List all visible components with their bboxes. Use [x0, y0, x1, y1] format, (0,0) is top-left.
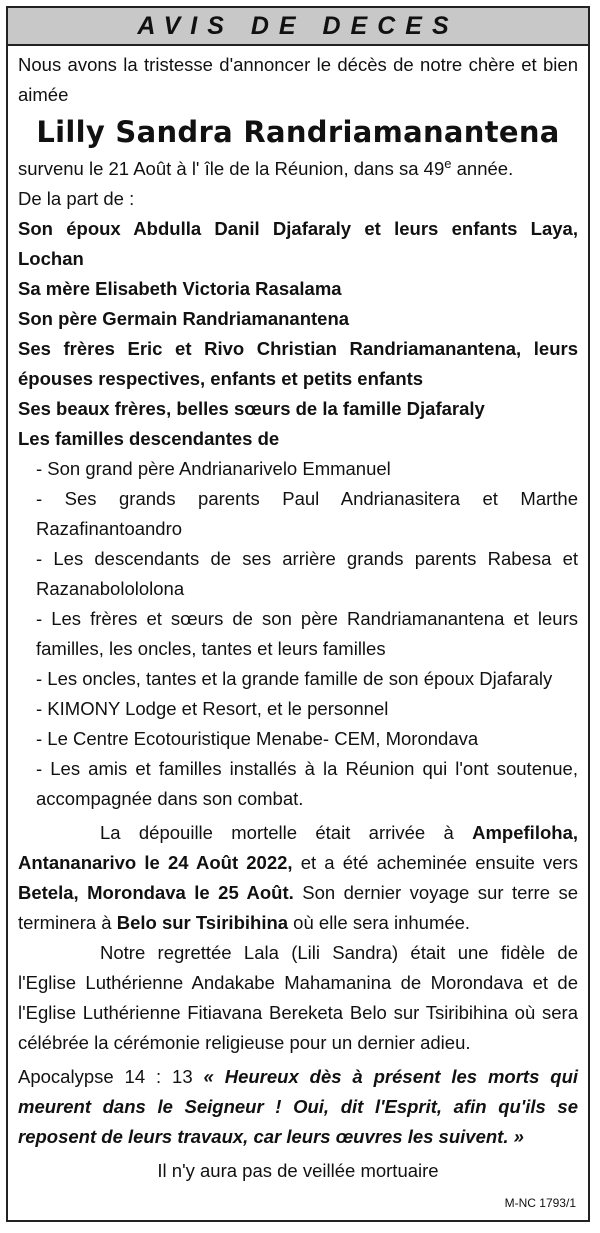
list-item: - Ses grands parents Paul Andrianasitera et Marthe Razafinantoandro [36, 488, 578, 539]
intro-text: Nous avons la tristesse d'annoncer le décès de notre chère et bien aimée [18, 54, 578, 105]
death-details [18, 154, 578, 184]
closing-note: Il n'y aura pas de veillée mortuaire [157, 1160, 439, 1181]
deceased-name: Lilly Sandra Randriamanantena [36, 115, 560, 149]
list-item: - Les frères et sœurs de son père Randriamanantena et leurs familles, les oncles, tantes et leurs familles [36, 608, 578, 659]
list-item: - Les amis et familles installés à la Réunion qui l'ont soutenue, accompagnée dans son combat. [36, 758, 578, 809]
scripture-quote [18, 1062, 578, 1152]
list-item: - Les oncles, tantes et la grande famille de son époux Djafaraly [36, 668, 553, 689]
list-item: - KIMONY Lodge et Resort, et le personnel [36, 698, 389, 719]
remains-place: Belo sur Tsiribihina [116, 912, 289, 933]
family-line: Sa mère Elisabeth Victoria Rasalama [18, 278, 342, 299]
remains-text: La dépouille mortelle était arrivée à [100, 822, 473, 843]
remains-text: où elle sera inhumée. [288, 912, 471, 933]
death-text: survenu le 21 Août à l' île de la Réunion, dans sa 49 [18, 158, 445, 179]
family-line: Son époux Abdulla Danil Djafaraly et leurs enfants Laya, Lochan [18, 218, 578, 269]
notice-header [8, 8, 588, 46]
from-label: De la part de : [18, 188, 135, 209]
descendant-list [18, 454, 578, 814]
notice-title: AVIS DE DECES [137, 11, 459, 40]
death-text-end: année. [451, 158, 514, 179]
family-line: Ses beaux frères, belles sœurs de la famille Djafaraly [18, 398, 485, 419]
remains-paragraph [18, 818, 578, 938]
family-line: Ses frères Eric et Rivo Christian Randriamanantena, leurs épouses respectives, enfants et petits enfants [18, 338, 578, 389]
list-item: - Les descendants de ses arrière grands parents Rabesa et Razanabolololona [36, 548, 578, 599]
ordinal-suffix: e [444, 155, 452, 171]
remains-place: Betela, Morondava le 25 Août. [18, 882, 294, 903]
church-paragraph: Notre regrettée Lala (Lili Sandra) était une fidèle de l'Eglise Luthérienne Andakabe Mahamanina de Morondava et de l'Eglise Luthérienne Fitiavana Bereketa Belo sur Tsiribihina où sera célébrée la cérémonie religieuse pour un dernier adieu. [18, 942, 578, 1053]
notice-body [8, 46, 588, 1186]
reference-code: M-NC 1793/1 [504, 1196, 576, 1210]
list-item: - Son grand père Andrianarivelo Emmanuel [36, 458, 391, 479]
family-list [18, 214, 578, 454]
remains-place: Ampefiloha, Antananarivo le 24 Août 2022, [18, 822, 578, 873]
family-line: Son père Germain Randriamanantena [18, 308, 350, 329]
scripture-ref: Apocalypse 14 : 13 [18, 1066, 204, 1087]
family-line: Les familles descendantes de [18, 428, 280, 449]
scripture-text: « Heureux dès à présent les morts qui meurent dans le Seigneur ! Oui, dit l'Esprit, afin qu'ils se reposent de leurs travaux, car leurs œuvres les suivent. » [18, 1066, 579, 1147]
notice-frame [6, 6, 590, 1222]
remains-text: et a été acheminée ensuite vers [292, 852, 579, 873]
remains-text: Son dernier voyage sur terre se terminera à [18, 882, 578, 933]
list-item: - Le Centre Ecotouristique Menabe- CEM, Morondava [36, 728, 479, 749]
